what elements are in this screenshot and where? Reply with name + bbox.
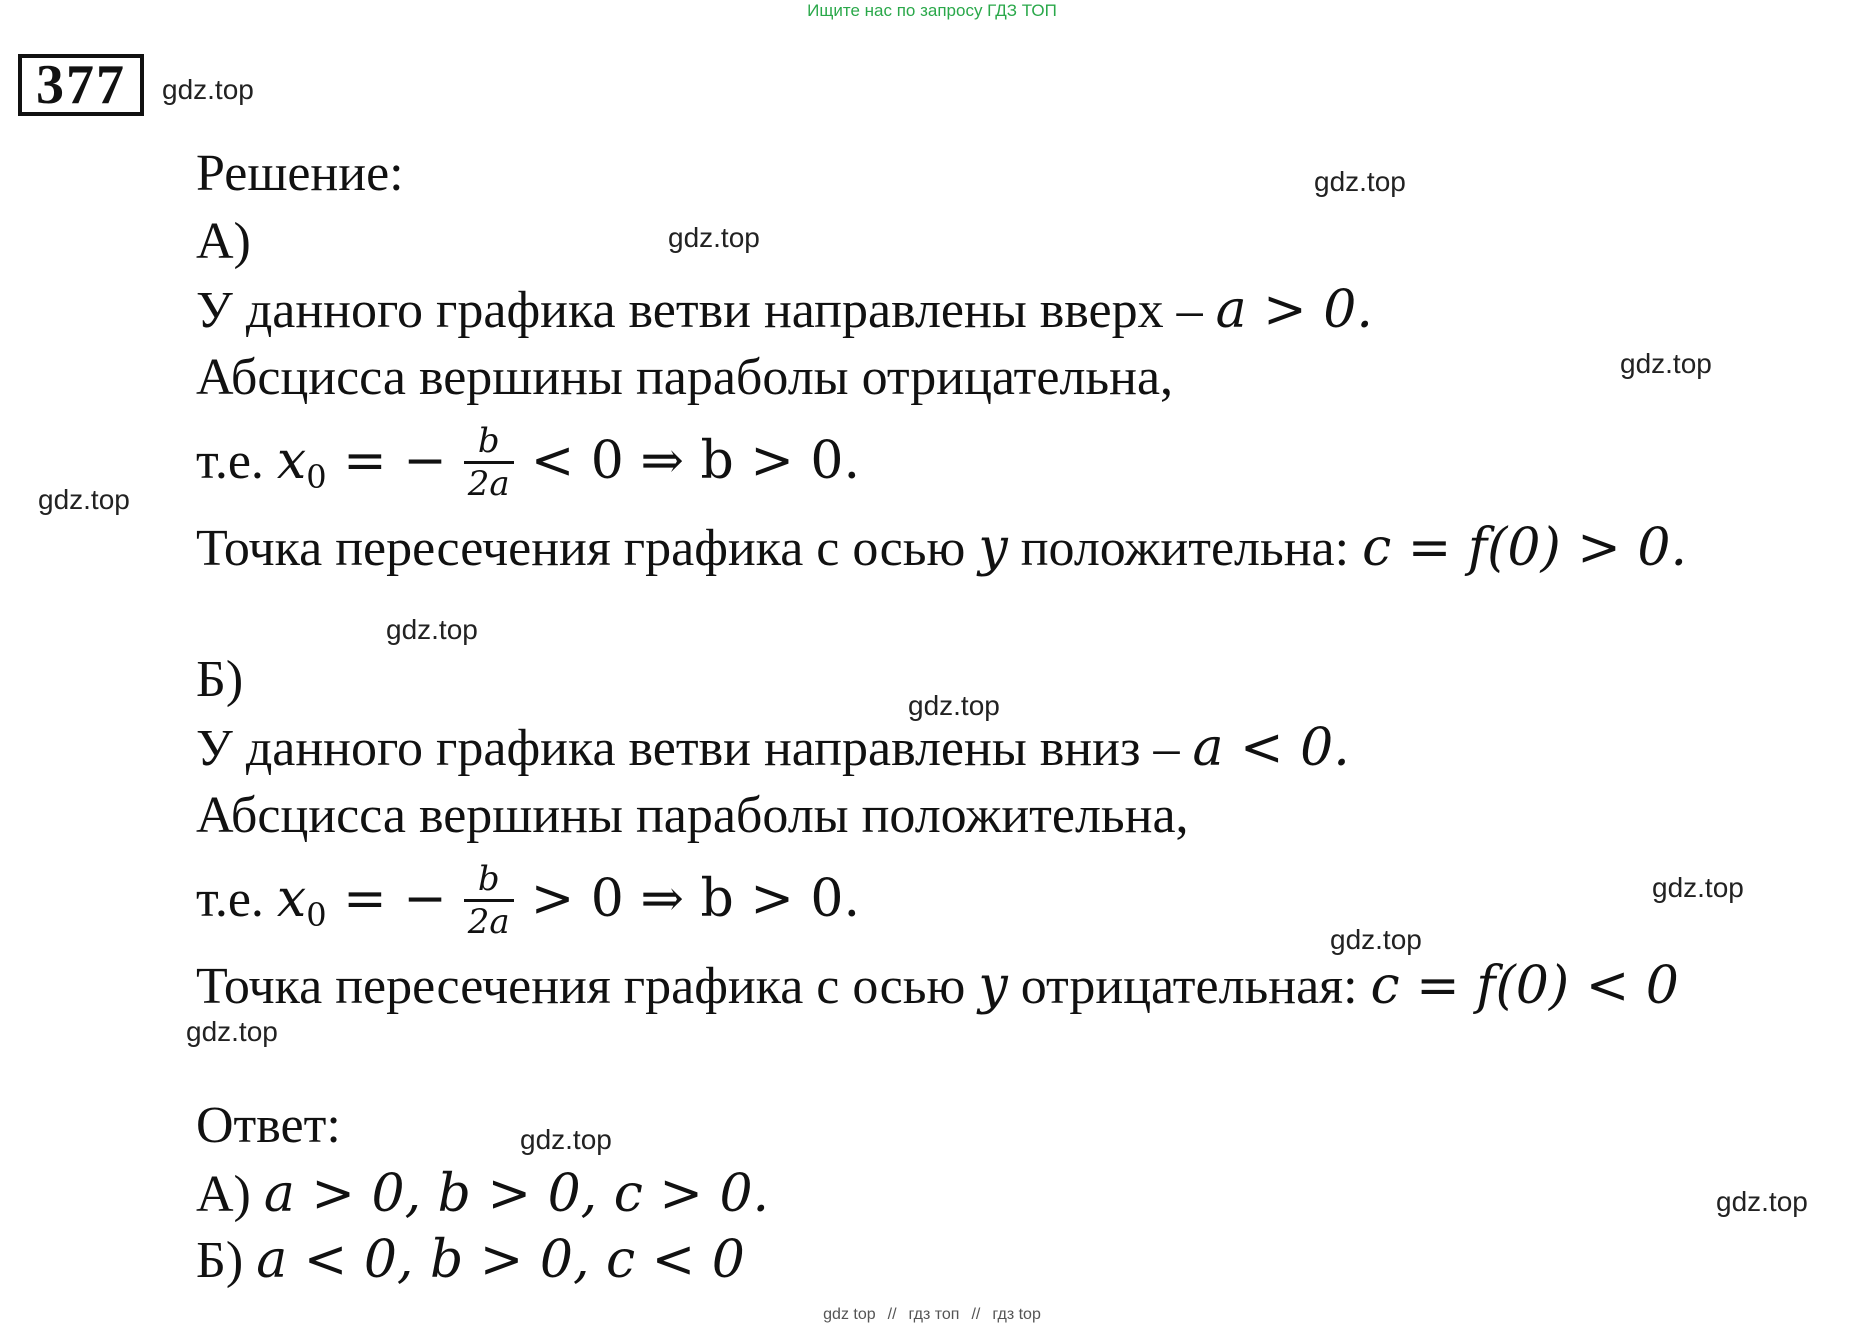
part-a-frac-den: 2a bbox=[467, 463, 510, 504]
part-b-line1-math: a < 0. bbox=[1192, 718, 1350, 778]
part-b-line4-math: c = f(0) < 0 bbox=[1370, 956, 1679, 1016]
footer-item: гдз top bbox=[992, 1306, 1041, 1323]
answer-heading: Ответ: bbox=[196, 1097, 341, 1154]
part-a-line4-text: Точка пересечения графика с осью bbox=[196, 520, 966, 577]
watermark: gdz.top bbox=[162, 74, 254, 105]
part-b-label: Б) bbox=[196, 651, 244, 708]
part-b-line4 bbox=[196, 956, 1679, 1017]
part-b-frac-num: b bbox=[464, 859, 514, 902]
part-b-line3 bbox=[196, 854, 860, 960]
part-a-label: А) bbox=[196, 213, 251, 270]
part-b-line3-prefix: т.е. bbox=[196, 871, 264, 928]
answer-b-math: a < 0, b > 0, c < 0 bbox=[256, 1230, 745, 1290]
part-a-frac-num: b bbox=[464, 421, 514, 464]
part-a-line1-text: У данного графика ветви направлены вверх – bbox=[196, 282, 1203, 339]
part-a-line2: Абсцисса вершины параболы отрицательна, bbox=[196, 349, 1174, 406]
answer-b bbox=[196, 1230, 745, 1291]
solution-heading: Решение: bbox=[196, 145, 404, 202]
part-a-eq: = − bbox=[326, 431, 447, 491]
watermark: gdz.top bbox=[186, 1016, 278, 1047]
watermark: gdz.top bbox=[1620, 348, 1712, 379]
part-b-line2: Абсцисса вершины параболы положительна, bbox=[196, 787, 1189, 844]
part-b-x-sub: 0 bbox=[306, 896, 327, 934]
part-b-line4-var: y bbox=[978, 956, 1008, 1016]
part-a-fraction bbox=[464, 421, 514, 504]
answer-a-label: А) bbox=[196, 1166, 251, 1223]
part-b-line4-text: Точка пересечения графика с осью bbox=[196, 958, 966, 1015]
top-banner: Ищите нас по запросу ГДЗ ТОП bbox=[807, 1, 1057, 20]
watermark: gdz.top bbox=[908, 690, 1000, 721]
watermark: gdz.top bbox=[1652, 872, 1744, 903]
part-b-fraction bbox=[464, 859, 514, 942]
part-a-line4-text2: положительна: bbox=[1020, 520, 1350, 577]
footer-item: gdz top bbox=[823, 1306, 876, 1323]
watermark: gdz.top bbox=[386, 614, 478, 645]
part-a-line1 bbox=[196, 280, 1373, 341]
watermark: gdz.top bbox=[520, 1124, 612, 1155]
part-b-frac-den: 2a bbox=[467, 901, 510, 942]
footer-sep: // bbox=[971, 1306, 981, 1323]
problem-number: 377 bbox=[18, 54, 144, 116]
watermark: gdz.top bbox=[668, 222, 760, 253]
part-b-eq: = − bbox=[326, 869, 447, 929]
part-b-line1-text: У данного графика ветви направлены вниз – bbox=[196, 720, 1180, 777]
part-a-line4-math: c = f(0) > 0. bbox=[1362, 518, 1687, 578]
part-b-line3-rest: > 0 ⇒ b > 0. bbox=[530, 869, 861, 929]
watermark: gdz.top bbox=[38, 484, 130, 515]
part-b-x: x bbox=[276, 869, 307, 929]
part-a-line3-rest: < 0 ⇒ b > 0. bbox=[530, 431, 861, 491]
watermark: gdz.top bbox=[1314, 166, 1406, 197]
part-a-line3-prefix: т.е. bbox=[196, 433, 264, 490]
watermark: gdz.top bbox=[1330, 924, 1422, 955]
part-a-line4-var: y bbox=[978, 518, 1008, 578]
answer-a-math: a > 0, b > 0, c > 0. bbox=[263, 1164, 770, 1224]
part-a-line3 bbox=[196, 416, 860, 522]
part-b-line4-text2: отрицательная: bbox=[1020, 958, 1358, 1015]
part-a-line4 bbox=[196, 518, 1687, 579]
part-a-x: x bbox=[276, 431, 307, 491]
footer-sep: // bbox=[887, 1306, 897, 1323]
answer-a bbox=[196, 1164, 769, 1225]
footer bbox=[0, 1306, 1864, 1324]
footer-item: гдз топ bbox=[908, 1306, 960, 1323]
part-b-line1 bbox=[196, 718, 1350, 779]
watermark: gdz.top bbox=[1716, 1186, 1808, 1217]
answer-b-label: Б) bbox=[196, 1232, 244, 1289]
part-a-line1-math: a > 0. bbox=[1215, 280, 1373, 340]
part-a-x-sub: 0 bbox=[306, 458, 327, 496]
